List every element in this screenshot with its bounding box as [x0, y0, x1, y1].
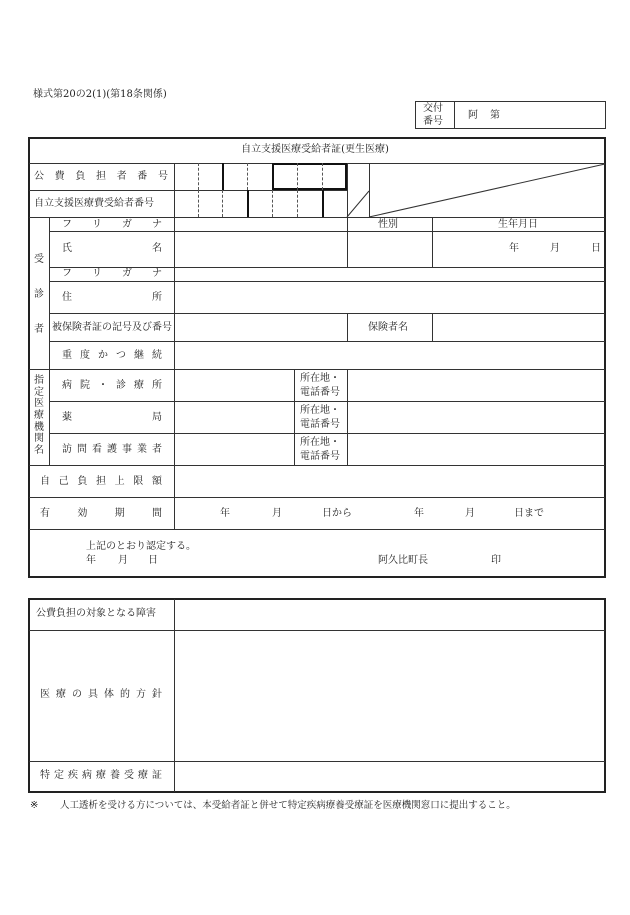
form-title: 自立支援医療受給者証(更生医療)	[241, 144, 389, 155]
valid-period-label: 有 効 期 間	[40, 508, 162, 519]
period-month-2: 月	[465, 508, 475, 519]
period-until: 日まで	[514, 508, 544, 519]
furigana-label: フ リ ガ ナ	[62, 219, 162, 230]
cert-month: 月	[118, 555, 128, 566]
patient-side-label: 受 診 者	[34, 254, 44, 335]
footnote-text: 人工透析を受ける方については、本受給者証と併せて特定疾病療養受療証を医療機関窓口に提出すること。	[60, 800, 516, 811]
period-year-1: 年	[220, 508, 230, 519]
hospital-label: 病 院 ・ 診 療 所	[62, 380, 162, 391]
copay-limit-label: 自 己 負 担 上 限 額	[40, 476, 162, 487]
insurance-symbol-label: 被保険者証の記号及び番号	[52, 322, 172, 333]
birth-month: 月	[550, 243, 560, 254]
insurer-name-label: 保険者名	[368, 322, 408, 333]
specified-disease-label: 特 定 疾 病 療 養 受 療 証	[40, 770, 162, 781]
cert-year: 年	[86, 555, 96, 566]
form-number: 様式第20の2(1)(第18条関係)	[33, 89, 167, 100]
payer-number-label: 公 費 負 担 者 番 号	[34, 171, 168, 182]
location-phone-1a: 所在地・	[300, 373, 340, 384]
issue-label-bottom: 番号	[423, 116, 443, 127]
cert-day: 日	[148, 555, 158, 566]
period-from: 日から	[322, 508, 352, 519]
name-label: 氏 名	[62, 243, 162, 254]
birth-year: 年	[509, 243, 519, 254]
certify-text: 上記のとおり認定する。	[86, 541, 196, 552]
birth-label: 生年月日	[498, 219, 538, 230]
location-phone-1b: 電話番号	[300, 387, 340, 398]
sex-label: 性別	[378, 219, 398, 230]
location-phone-2a: 所在地・	[300, 405, 340, 416]
issue-label-top: 交付	[423, 103, 443, 114]
issue-dai: 第	[490, 110, 500, 121]
visiting-nursing-label: 訪 問 看 護 事 業 者	[62, 444, 162, 455]
furigana2-label: フ リ ガ ナ	[62, 268, 162, 279]
disability-label: 公費負担の対象となる障害	[36, 608, 156, 619]
mayor-label: 阿久比町長	[378, 555, 428, 566]
treatment-policy-label: 医 療 の 具 体 的 方 針	[40, 689, 162, 700]
location-phone-3a: 所在地・	[300, 437, 340, 448]
birth-day: 日	[591, 243, 601, 254]
location-phone-3b: 電話番号	[300, 451, 340, 462]
seal-mark: 印	[491, 555, 501, 566]
recipient-number-label: 自立支援医療費受給者番号	[34, 198, 154, 209]
location-phone-2b: 電話番号	[300, 419, 340, 430]
facility-side-label: 指 定 医 療 機 関 名	[34, 375, 44, 456]
pharmacy-label: 薬 局	[62, 412, 162, 423]
issue-city: 阿	[468, 110, 478, 121]
address-label: 住 所	[62, 292, 162, 303]
footnote-mark: ※	[30, 800, 39, 811]
period-month-1: 月	[272, 508, 282, 519]
period-year-2: 年	[414, 508, 424, 519]
severe-continuing-label: 重 度 か つ 継 続	[62, 350, 162, 361]
